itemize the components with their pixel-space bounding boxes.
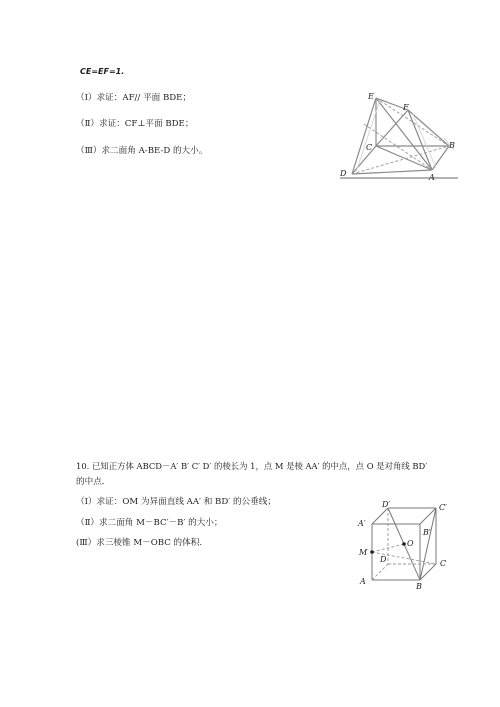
- p9-question-2: （Ⅱ）求证：CF⊥平面 BDE；: [76, 119, 194, 129]
- label-B: B: [416, 582, 422, 591]
- label-A-prime: A′: [358, 519, 366, 528]
- label-A: A: [429, 173, 435, 182]
- p10-question-2: （Ⅱ）求二面角 M－BC′－B′ 的大小；: [76, 518, 223, 528]
- point-M: [370, 550, 374, 554]
- p10-stem-line-2: 的中点．: [76, 477, 111, 487]
- label-B-prime: B′: [423, 528, 431, 537]
- p10-cube-figure: [352, 498, 458, 592]
- label-D-prime: D′: [382, 500, 391, 509]
- label-B: B: [449, 141, 455, 150]
- label-C: C: [366, 143, 373, 152]
- label-M: M: [359, 548, 368, 557]
- given-line: CE=EF=1.: [80, 67, 125, 76]
- label-O: O: [407, 539, 414, 548]
- p9-figure: [336, 88, 460, 182]
- label-F: F: [403, 103, 409, 112]
- point-O: [402, 542, 406, 546]
- p10-question-3: (Ⅲ）求三棱锥 M－OBC 的体积.: [76, 538, 203, 548]
- p10-stem-line-1: 10. 已知正方体 ABCD－A′ B′ C′ D′ 的棱长为 1，点 M 是棱 AA′ 的中点，点 O 是对角线 BD′: [76, 461, 428, 471]
- p10-question-1: （Ⅰ）求证：OM 为异面直线 AA′ 和 BD′ 的公垂线；: [76, 497, 276, 507]
- label-A: A: [360, 577, 366, 586]
- label-C-prime: C′: [439, 503, 447, 512]
- label-E: E: [368, 92, 374, 101]
- p9-question-3: （Ⅲ）求二面角 A-BE-D 的大小。: [76, 146, 208, 156]
- label-D: D: [380, 555, 387, 564]
- label-D: D: [340, 169, 347, 178]
- p9-question-1: （Ⅰ）求证：AF// 平面 BDE；: [76, 93, 192, 103]
- label-C: C: [440, 559, 447, 568]
